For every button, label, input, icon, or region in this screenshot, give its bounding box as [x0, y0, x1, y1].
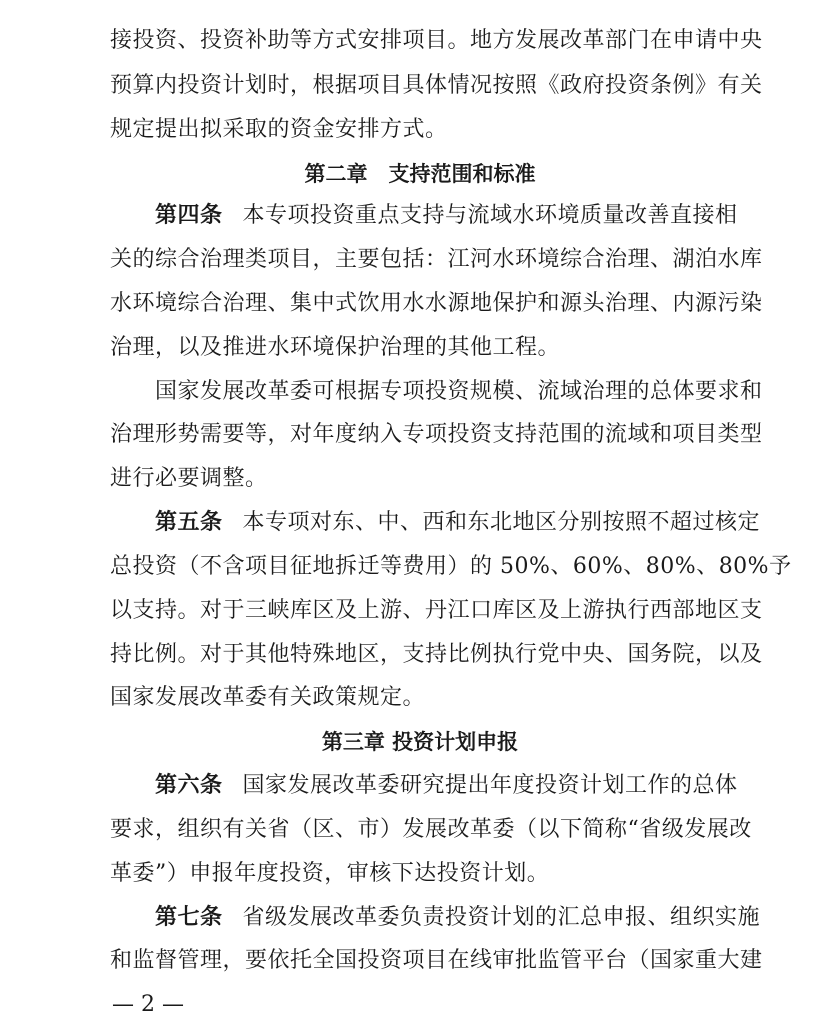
- article-6-first-line: [155, 771, 738, 801]
- article-6-label: 第六条: [155, 773, 223, 798]
- text-line: 以支持。对于三峡库区及上游、丹江口库区及上游执行西部地区支: [110, 598, 763, 623]
- text-line: 国家发展改革委研究提出年度投资计划工作的总体: [242, 773, 738, 798]
- text-line: 关的综合治理类项目，主要包括：江河水环境综合治理、湖泊水库: [110, 247, 763, 272]
- text-line: 本专项投资重点支持与流域水环境质量改善直接相: [242, 203, 738, 228]
- article-5-label: 第五条: [155, 510, 223, 535]
- text-line: 治理，以及推进水环境保护治理的其他工程。: [110, 335, 561, 360]
- article-4-label: 第四条: [155, 203, 223, 228]
- text-line: 要求，组织有关省（区、市）发展改革委（以下简称“省级发展改: [110, 817, 752, 842]
- text-line: 省级发展改革委负责投资计划的汇总申报、组织实施: [242, 905, 761, 930]
- page-number: — 2 —: [112, 992, 184, 1017]
- text-line: 和监督管理，要依托全国投资项目在线审批监管平台（国家重大建: [110, 948, 763, 973]
- text-line: 进行必要调整。: [110, 466, 268, 491]
- text-line: 本专项对东、中、西和东北地区分别按照不超过核定: [242, 510, 761, 535]
- article-4-first-line: [155, 201, 738, 231]
- chapter-3-heading: 第三章 投资计划申报: [321, 730, 519, 754]
- text-line: 国家发展改革委有关政策规定。: [110, 685, 426, 710]
- chapter-2-heading: 第二章 支持范围和标准: [304, 162, 536, 186]
- article-7-label: 第七条: [155, 905, 223, 930]
- text-line: 持比例。对于其他特殊地区，支持比例执行党中央、国务院，以及: [110, 642, 763, 667]
- text-line: 水环境综合治理、集中式饮用水水源地保护和源头治理、内源污染: [110, 291, 763, 316]
- text-line: 预算内投资计划时，根据项目具体情况按照《政府投资条例》有关: [110, 73, 763, 98]
- text-line: 规定提出拟采取的资金安排方式。: [110, 117, 448, 142]
- article-7-first-line: [155, 903, 761, 933]
- text-line: 治理形势需要等，对年度纳入专项投资支持范围的流域和项目类型: [110, 422, 763, 447]
- article-5-first-line: [155, 508, 761, 538]
- text-line: 革委”）申报年度投资，审核下达投资计划。: [110, 861, 550, 886]
- text-line: 接投资、投资补助等方式安排项目。地方发展改革部门在申请中央: [110, 28, 763, 53]
- text-line: 国家发展改革委可根据专项投资规模、流域治理的总体要求和: [155, 379, 763, 404]
- text-line: 总投资（不含项目征地拆迁等费用）的 50%、60%、80%、80%予: [110, 554, 792, 579]
